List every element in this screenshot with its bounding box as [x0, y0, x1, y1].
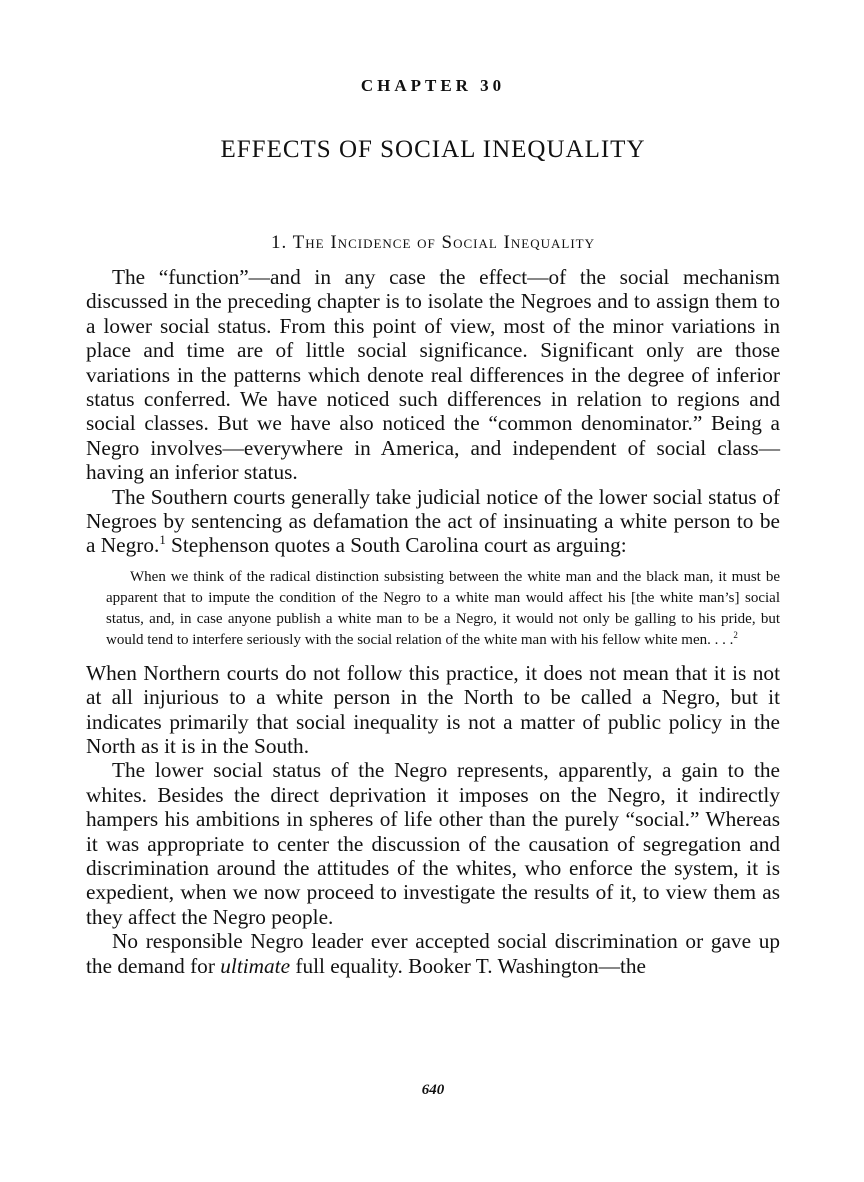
paragraph-5: [86, 929, 780, 978]
paragraph-5-tail: full equality. Booker T. Washington—the: [290, 953, 647, 978]
section-heading: 1. The Incidence of Social Inequality: [271, 232, 595, 253]
page-number: 640: [421, 1082, 445, 1098]
quote-text-wrap: [106, 567, 780, 652]
body-text: [86, 265, 780, 978]
block-quote: [106, 567, 780, 652]
paragraph-1: The “function”—and in any case the effect—of the social mechanism discussed in the preceding chapter is to isolate the Negroes and to assign them to a lower social status. From this point of view, most of the minor variations in place and time are of little social significance. Significant only are those variations in the patterns which denote real differences in the degree of inferior status conferred. We have noticed such differences in relation to regions and social classes. But we have also noticed the “common denominator.” Being a Negro involves—everywhere in America, and independent of social class—having an inferior status.: [86, 265, 780, 485]
paragraph-2-text: The Southern courts generally take judicial notice of the lower social status of Negroes by sentencing as defamation the act of insinuating a white person to be a Negro.: [86, 484, 780, 558]
paragraph-2-tail: Stephenson quotes a South Carolina court as arguing:: [165, 533, 627, 558]
quote-text: When we think of the radical distinction subsisting between the white man and the black man, it must be apparent that to impute the condition of the Negro to a white man would affect his [the white man’s] social status, and, in case anyone publish a white man to be a Negro, it would not only be galling to his pride, but would tend to interfere seriously with the social relation of the white man with his fellow white men. . . .: [106, 568, 780, 649]
footnote-ref-2[interactable]: 2: [733, 630, 738, 641]
chapter-label: CHAPTER 30: [360, 76, 506, 95]
paragraph-4: The lower social status of the Negro represents, apparently, a gain to the whites. Besides the direct deprivation it imposes on the Negro, it indirectly hampers his ambitions in spheres of life other than the purely “social.” Whereas it was appropriate to center the discussion of the causation of segregation and discrimination around the attitudes of the whites, who enforce the system, it is expedient, when we now proceed to investigate the results of it, to view them as they affect the Negro people.: [86, 758, 780, 929]
chapter-title: EFFECTS OF SOCIAL INEQUALITY: [220, 136, 646, 163]
paragraph-2: [86, 485, 780, 558]
paragraph-5-emphasis: ultimate: [220, 953, 291, 978]
paragraph-5-lead: No responsible Negro leader ever accepted social discrimination or gave up the demand for: [86, 929, 780, 978]
paragraph-3: When Northern courts do not follow this practice, it does not mean that it is not at all injurious to a white person in the North to be called a Negro, but it indicates primarily that social inequality is not a matter of public policy in the North as it is in the South.: [86, 660, 780, 758]
footnote-ref-1[interactable]: 1: [159, 533, 166, 548]
